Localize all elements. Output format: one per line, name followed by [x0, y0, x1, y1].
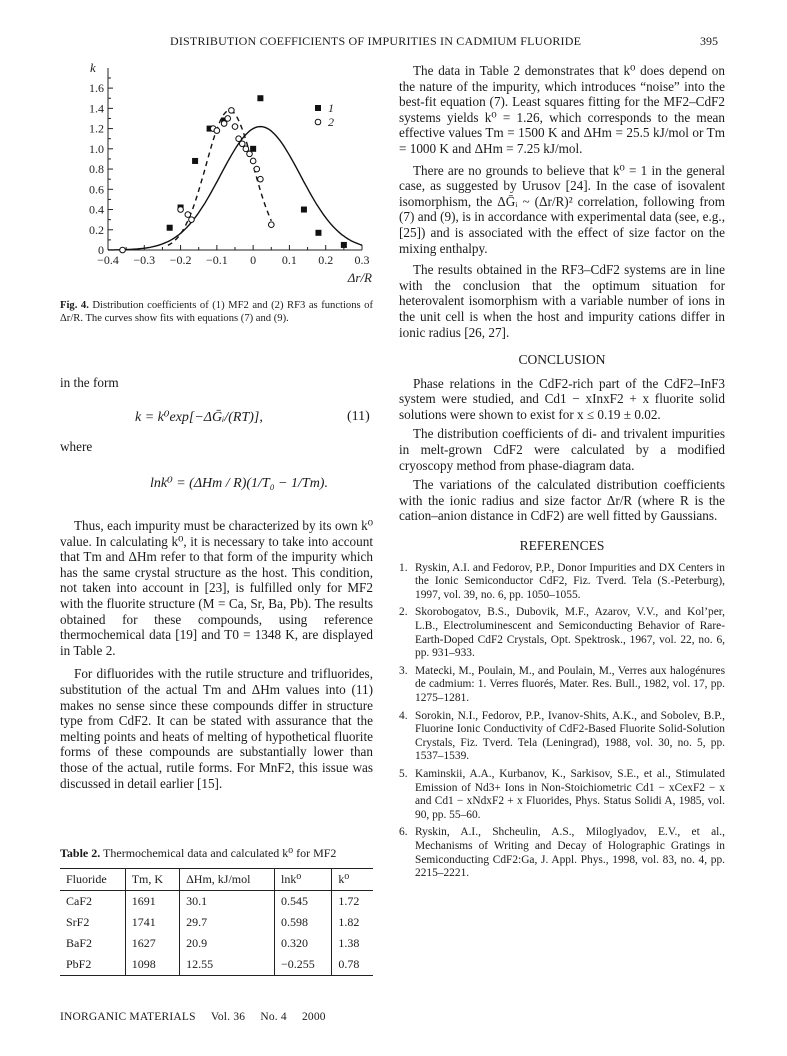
legend-square-marker	[315, 105, 321, 111]
paragraph: The data in Table 2 demonstrates that k⁰ does depend on the nature of the impurity, which introduces “noise” into the best-fit equation (7). Least squares fitting for the MF2–CdF2 systems yields k⁰ = 1.26, which corresponds to the mean effective values Tm = 1500 K and ΔHm = 25.5 kJ/mol or Tm = 1000 K and ΔHm = 7.25 kJ/mol.	[399, 63, 725, 156]
series-2-point	[250, 158, 256, 164]
y-tick-label: 0.4	[89, 202, 104, 217]
series-2-point	[229, 108, 235, 114]
x-axis-label: Δr/R	[347, 270, 372, 285]
figure-caption-label: Fig. 4.	[60, 300, 89, 311]
reference-number: 1.	[399, 561, 408, 574]
running-title: DISTRIBUTION COEFFICIENTS OF IMPURITIES IN CADMIUM FLUORIDE	[170, 34, 582, 48]
series-2-point	[232, 124, 238, 130]
equation-11: k = k⁰exp[−ΔḠᵢ/(RT)],	[135, 410, 263, 425]
reference-item	[399, 562, 725, 603]
x-tick-label: −0.1	[205, 253, 228, 267]
series-2-point	[214, 128, 220, 134]
series-2-point	[254, 166, 260, 172]
x-tick-label: −0.2	[169, 253, 192, 267]
series-1-point	[250, 146, 256, 152]
table-cell: PbF2	[60, 954, 125, 976]
table-row	[60, 933, 373, 954]
right-column	[399, 63, 725, 885]
reference-item	[399, 606, 725, 660]
x-tick-label: −0.4	[97, 253, 119, 267]
series-2-point	[225, 116, 231, 122]
series-2-point	[120, 247, 126, 253]
y-tick-label: 1.2	[89, 121, 104, 136]
reference-number: 6.	[399, 826, 408, 839]
table-cell: 0.545	[275, 891, 332, 913]
series-1-point	[167, 225, 173, 231]
table-row	[60, 912, 373, 933]
table-cell: 0.598	[275, 912, 332, 933]
y-axis-label: k	[90, 60, 96, 75]
series-2-point	[178, 207, 184, 213]
table-caption	[60, 847, 373, 860]
series-1-point	[192, 158, 198, 164]
references-heading: REFERENCES	[519, 538, 605, 554]
paragraph: The variations of the calculated distribution coefficients with the ionic radius and size factor Δr/R (where R is the cation–anion distance in CdF2) are well fitted by Gaussians.	[399, 477, 725, 524]
table-cell: 0.78	[332, 954, 373, 976]
x-tick-label: 0.1	[281, 253, 297, 267]
x-tick-label: 0	[250, 253, 257, 267]
y-tick-label: 1.4	[89, 101, 104, 116]
reference-number: 5.	[399, 767, 408, 780]
table-2	[60, 868, 373, 976]
table-cell: SrF2	[66, 915, 90, 929]
chart-legend	[315, 101, 334, 129]
table-cell: 1741	[125, 912, 179, 933]
reference-text: Kaminskii, A.A., Kurbanov, K., Sarkisov, S.E., et al., Stimulated Emission of Nd3+ Ions in Non-Stoichiometric Cd1 − xCexF2 − x and Cd1 − xNdxF2 + x Fluorides, Phys. Status Solidi A, 1985, vol. 90, pp. 55–60.	[415, 767, 725, 821]
table-header-row	[60, 869, 373, 891]
legend-label-1: 1	[328, 101, 334, 115]
running-header	[0, 34, 787, 54]
paragraph: For difluorides with the rutile structure and trifluorides, substitution of the actual Tm and ΔHm values into (11) makes no sense since these compounds differ in structure type from CdF2. It can be stated with assurance that the melting points and heats of melting of hypothetical fluorite forms of these compounds are substantially lower than those of the actual, rutile forms. For MnF2, this issue was discussed in detail earlier [15].	[60, 666, 373, 791]
chart-curves	[108, 110, 362, 250]
paragraph: The results obtained in the RF3–CdF2 systems are in line with the conclusion that the optimum situation for heterovalent isomorphism with a variable number of ions in the unit cell is when the host and impurity cations differ in ionic radius [26, 27].	[399, 262, 725, 340]
table-cell: 1.72	[332, 891, 373, 913]
x-tick-label: −0.3	[133, 253, 156, 267]
series-2-point	[247, 151, 253, 157]
paragraph: Thus, each impurity must be characterized by its own k⁰ value. In calculating k⁰, it is necessary to take into account that Tm and ΔHm refer to that form of the impurity which has the same crystal structure as the host. This condition, not taken into account in [23], is fulfilled only for MF2 with the fluorite structure (M = Ca, Sr, Ba, Pb). The results obtained for these compounds, using reference thermochemical data [19] and T0 = 1348 K, are displayed in Table 2.	[60, 518, 373, 658]
series-1-point	[257, 95, 263, 101]
table-row	[60, 954, 373, 976]
reference-item	[399, 665, 725, 706]
legend-label-2: 2	[328, 115, 334, 129]
figure-caption	[60, 300, 373, 325]
reference-number: 4.	[399, 709, 408, 722]
table-header-cell: lnk⁰	[275, 869, 332, 891]
equation-11-number: (11)	[347, 409, 370, 424]
series-2-point	[185, 212, 191, 218]
reference-text: Skorobogatov, B.S., Dubovik, M.F., Azarov, V.V., and Kol’per, L.B., Electroluminescent and Semiconducting Behavior of Rare-Earth-Doped CdF2 Crystals, Opt. Spektrosk., 1967, vol. 22, no. 6, pp. 931–933.	[415, 606, 725, 660]
reference-item	[399, 826, 725, 880]
y-tick-label: 1.6	[89, 81, 104, 96]
conclusion-heading: CONCLUSION	[518, 352, 606, 368]
y-tick-label: 0	[98, 243, 104, 257]
equation-lnk: lnk⁰ = (ΔHm / R)(1/T₀ − 1/Tm).	[150, 476, 328, 491]
x-tick-label: 0.2	[318, 253, 334, 267]
series-2-point	[236, 136, 242, 142]
table-cell: 1691	[125, 891, 179, 913]
series-2-point	[239, 141, 245, 147]
table-row	[60, 891, 373, 913]
series-2-point	[258, 176, 264, 182]
footer-volume: Vol. 36	[210, 1011, 246, 1023]
table-cell: 1.82	[332, 912, 373, 933]
series-1-point	[315, 230, 321, 236]
table-caption-text: Thermochemical data and calculated k⁰ for MF2	[103, 846, 337, 860]
reference-text: Ryskin, A.I., Shcheulin, A.S., Miloglyadov, E.V., et al., Mechanisms of Writing and Decay of Holographic Gratings in Semiconducting CdF2:Ga, J. Appl. Phys., 1998, vol. 83, no. 4, pp. 2215–2221.	[415, 826, 725, 880]
reference-text: Sorokin, N.I., Fedorov, P.P., Ivanov-Shits, A.K., and Sobolev, B.P., Fluorine Ionic Conductivity of CdF2-Based Fluorite Solid-Solution Crystals, Fiz. Tverd. Tela (Leningrad), 1988, vol. 30, no. 5, pp. 1537–1539.	[415, 709, 725, 763]
figure-4-chart	[60, 58, 390, 300]
y-tick-label: 1.0	[89, 141, 104, 156]
series-1-point	[301, 207, 307, 213]
footer-journal: INORGANIC MATERIALS	[60, 1011, 196, 1023]
page-number: 395	[700, 34, 718, 48]
series-2-point	[268, 222, 274, 228]
solid-fit-curve	[108, 127, 362, 250]
series-1-point	[341, 242, 347, 248]
series-2-point	[243, 146, 249, 152]
table-cell: CaF2	[66, 894, 93, 908]
y-tick-label: 0.2	[89, 222, 104, 237]
y-tick-label: 0.8	[89, 162, 104, 177]
table-cell: 1627	[125, 933, 179, 954]
table-cell: 12.55	[180, 954, 275, 976]
y-tick-label: 0.6	[89, 182, 104, 197]
series-2-point	[221, 121, 227, 127]
series-2-point	[189, 217, 195, 223]
chart-points	[120, 95, 347, 253]
table-cell: BaF2	[66, 936, 93, 950]
footer-year: 2000	[301, 1011, 326, 1023]
paragraph: There are no grounds to believe that k⁰ = 1 in the general case, as suggested by Urusov [24]. In the case of isovalent isomorphism, the ΔḠᵢ ~ (Δr/R)² correlation, following from (7) and (9), is in accordance with experimental data (see, e.g., [25]) and is associated with the effect of size factor on the mixing enthalpy.	[399, 162, 725, 256]
table-header-cell: Tm, K	[125, 869, 179, 891]
reference-number: 2.	[399, 606, 408, 619]
legend-circle-marker	[315, 119, 321, 125]
table-cell: 29.7	[180, 912, 275, 933]
where-label: where	[60, 439, 93, 454]
table-header-cell: k⁰	[332, 869, 373, 891]
footer	[60, 1011, 326, 1023]
table-cell: 1098	[125, 954, 179, 976]
left-column-body	[60, 518, 373, 791]
table-header-cell: Fluoride	[60, 869, 125, 891]
reference-item	[399, 768, 725, 822]
table-cell: −0.255	[275, 954, 332, 976]
reference-list	[399, 562, 725, 881]
x-tick-label: 0.3	[354, 253, 370, 267]
table-cell: 0.320	[275, 933, 332, 954]
paragraph: Phase relations in the CdF2-rich part of the CdF2–InF3 system were studied, and Cd1 − xInxF2 + x fluorite solid solutions were shown to exist for x ≤ 0.19 ± 0.02.	[399, 375, 725, 422]
reference-item	[399, 710, 725, 764]
reference-number: 3.	[399, 664, 408, 677]
in-the-form: in the form	[60, 375, 119, 390]
footer-issue: No. 4	[260, 1011, 287, 1023]
chart-axes	[89, 60, 372, 285]
reference-text: Matecki, M., Poulain, M., and Poulain, M., Verres aux halogénures de cadmium: 1. Verres fluorés, Mater. Res. Bull., 1982, vol. 17, pp. 1275–1281.	[415, 664, 725, 704]
paragraph: The distribution coefficients of di- and trivalent impurities in melt-grown CdF2 were calculated by a modified cryoscopy method from phase-diagram data.	[399, 426, 725, 473]
table-caption-label: Table 2.	[60, 846, 101, 860]
table-cell: 20.9	[180, 933, 275, 954]
reference-text: Ryskin, A.I. and Fedorov, P.P., Donor Impurities and DX Centers in the Ionic Semiconductor CdF2, Fiz. Tverd. Tela (S.-Peterburg), 1997, vol. 39, no. 6, pp. 1050–1055.	[415, 561, 725, 601]
table-header-cell: ΔHm, kJ/mol	[180, 869, 275, 891]
table-cell: 1.38	[332, 933, 373, 954]
figure-caption-text: Distribution coefficients of (1) MF2 and (2) RF3 as functions of Δr/R. The curves show fits with equations (7) and (9).	[60, 300, 373, 324]
table-cell: 30.1	[180, 891, 275, 913]
